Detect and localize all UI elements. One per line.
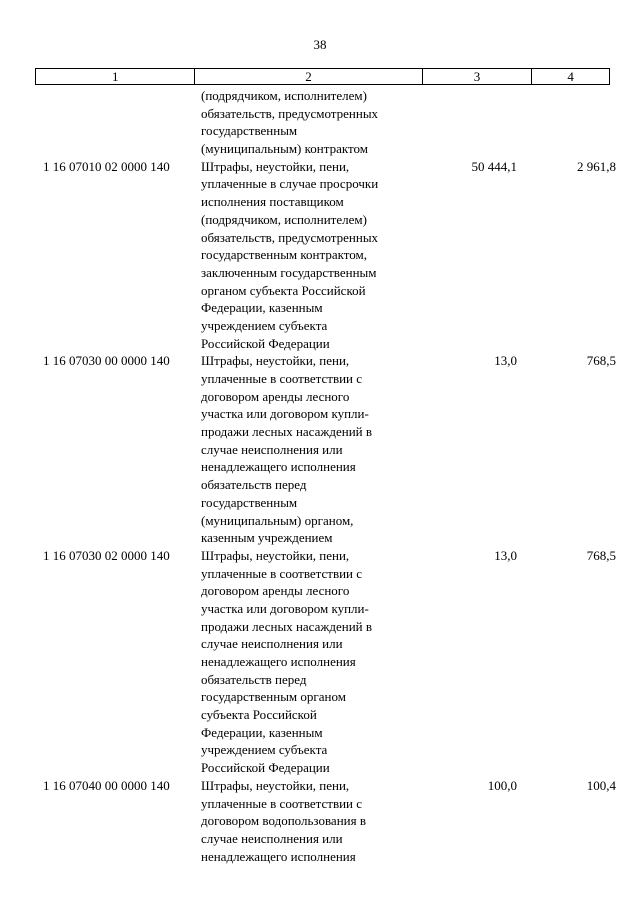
table-row (0, 158, 640, 176)
header-col-1: 1 (36, 69, 195, 84)
revenue-description: Российской Федерации (201, 760, 330, 776)
table-row (0, 317, 640, 335)
revenue-description: обязательств перед (201, 671, 307, 687)
table-row (0, 653, 640, 671)
table-row (0, 122, 640, 140)
revenue-description: договором водопользования в (201, 813, 366, 829)
table-row (0, 565, 640, 583)
revenue-description: продажи лесных насаждений в (201, 424, 372, 440)
revenue-description: учреждением субъекта (201, 742, 328, 758)
revenue-code: 1 16 07040 00 0000 140 (43, 777, 170, 793)
header-col-2: 2 (195, 69, 422, 84)
table-row (0, 423, 640, 441)
value-col-3: 13,0 (494, 547, 517, 563)
revenue-description: случае неисполнения или (201, 830, 343, 846)
table-row (0, 741, 640, 759)
header-col-3: 3 (423, 69, 533, 84)
revenue-description: государственным контрактом, (201, 247, 368, 263)
value-col-3: 13,0 (494, 353, 517, 369)
revenue-description: уплаченные в случае просрочки (201, 176, 379, 192)
revenue-description: государственным (201, 494, 298, 510)
revenue-description: (муниципальным) контрактом (201, 141, 368, 157)
table-row (0, 671, 640, 689)
revenue-description: государственным органом (201, 689, 346, 705)
revenue-description: заключенным государственным (201, 264, 377, 280)
table-row (0, 335, 640, 353)
revenue-description: государственным (201, 123, 298, 139)
table-body (0, 87, 640, 865)
table-row (0, 777, 640, 795)
table-row (0, 388, 640, 406)
revenue-description: ненадлежащего исполнения (201, 848, 356, 864)
revenue-description: исполнения поставщиком (201, 194, 344, 210)
table-row (0, 370, 640, 388)
revenue-description: Штрафы, неустойки, пени, (201, 777, 350, 793)
value-col-4: 2 961,8 (577, 158, 616, 174)
table-row (0, 812, 640, 830)
table-row (0, 600, 640, 618)
table-row (0, 795, 640, 813)
revenue-description: обязательств, предусмотренных (201, 105, 379, 121)
value-col-4: 768,5 (586, 547, 616, 563)
table-row (0, 405, 640, 423)
revenue-description: участка или договором купли- (201, 406, 369, 422)
revenue-description: Штрафы, неустойки, пени, (201, 353, 350, 369)
table-row (0, 547, 640, 565)
value-col-4: 768,5 (586, 353, 616, 369)
revenue-description: продажи лесных насаждений в (201, 618, 372, 634)
table-row (0, 494, 640, 512)
revenue-description: ненадлежащего исполнения (201, 654, 356, 669)
table-row (0, 229, 640, 247)
revenue-description: органом субъекта Российской (201, 282, 366, 298)
table-row (0, 476, 640, 494)
revenue-description: Российской Федерации (201, 335, 330, 351)
revenue-code: 1 16 07010 02 0000 140 (43, 158, 170, 174)
table-row (0, 299, 640, 317)
table-row (0, 105, 640, 123)
revenue-description: ненадлежащего исполнения (201, 459, 356, 475)
revenue-code: 1 16 07030 02 0000 140 (43, 547, 170, 563)
table-row (0, 512, 640, 530)
table-row (0, 87, 640, 105)
table-row (0, 264, 640, 282)
revenue-description: случае неисполнения или (201, 636, 343, 652)
table-row (0, 582, 640, 600)
table-row (0, 759, 640, 777)
table-row (0, 175, 640, 193)
revenue-description: договором аренды лесного (201, 388, 350, 404)
table-row (0, 635, 640, 653)
value-col-3: 100,0 (487, 777, 517, 793)
value-col-3: 50 444,1 (471, 158, 517, 174)
revenue-description: обязательств, предусмотренных (201, 229, 379, 245)
revenue-code: 1 16 07030 00 0000 140 (43, 353, 170, 369)
revenue-description: учреждением субъекта (201, 317, 328, 333)
table-row (0, 618, 640, 636)
revenue-description: Федерации, казенным (201, 724, 323, 740)
table-header (35, 68, 610, 85)
table-row (0, 211, 640, 229)
table-row (0, 830, 640, 848)
revenue-description: (подрядчиком, исполнителем) (201, 211, 367, 227)
revenue-description: Федерации, казенным (201, 300, 323, 316)
table-row (0, 140, 640, 158)
header-col-4: 4 (567, 69, 574, 84)
revenue-description: договором аренды лесного (201, 583, 350, 599)
table-row (0, 441, 640, 459)
revenue-description: уплаченные в соответствии с (201, 371, 363, 386)
revenue-description: обязательств перед (201, 477, 307, 493)
page-number: 38 (313, 37, 327, 52)
table-row (0, 352, 640, 370)
table-row (0, 688, 640, 706)
revenue-description: уплаченные в соответствии с (201, 795, 363, 811)
revenue-description: (муниципальным) органом, (201, 512, 354, 528)
revenue-description: Штрафы, неустойки, пени, (201, 547, 350, 563)
revenue-description: уплаченные в соответствии с (201, 565, 363, 581)
revenue-description: случае неисполнения или (201, 441, 343, 457)
revenue-description: участка или договором купли- (201, 600, 369, 616)
revenue-description: (подрядчиком, исполнителем) (201, 88, 367, 103)
table-row (0, 246, 640, 264)
table-row (0, 724, 640, 742)
table-row (0, 848, 640, 866)
table-row (0, 458, 640, 476)
revenue-description: казенным учреждением (201, 530, 333, 546)
revenue-description: Штрафы, неустойки, пени, (201, 158, 350, 174)
value-col-4: 100,4 (586, 777, 616, 793)
table-row (0, 193, 640, 211)
table-row (0, 529, 640, 547)
table-row (0, 282, 640, 300)
revenue-description: субъекта Российской (201, 707, 317, 723)
table-row (0, 706, 640, 724)
